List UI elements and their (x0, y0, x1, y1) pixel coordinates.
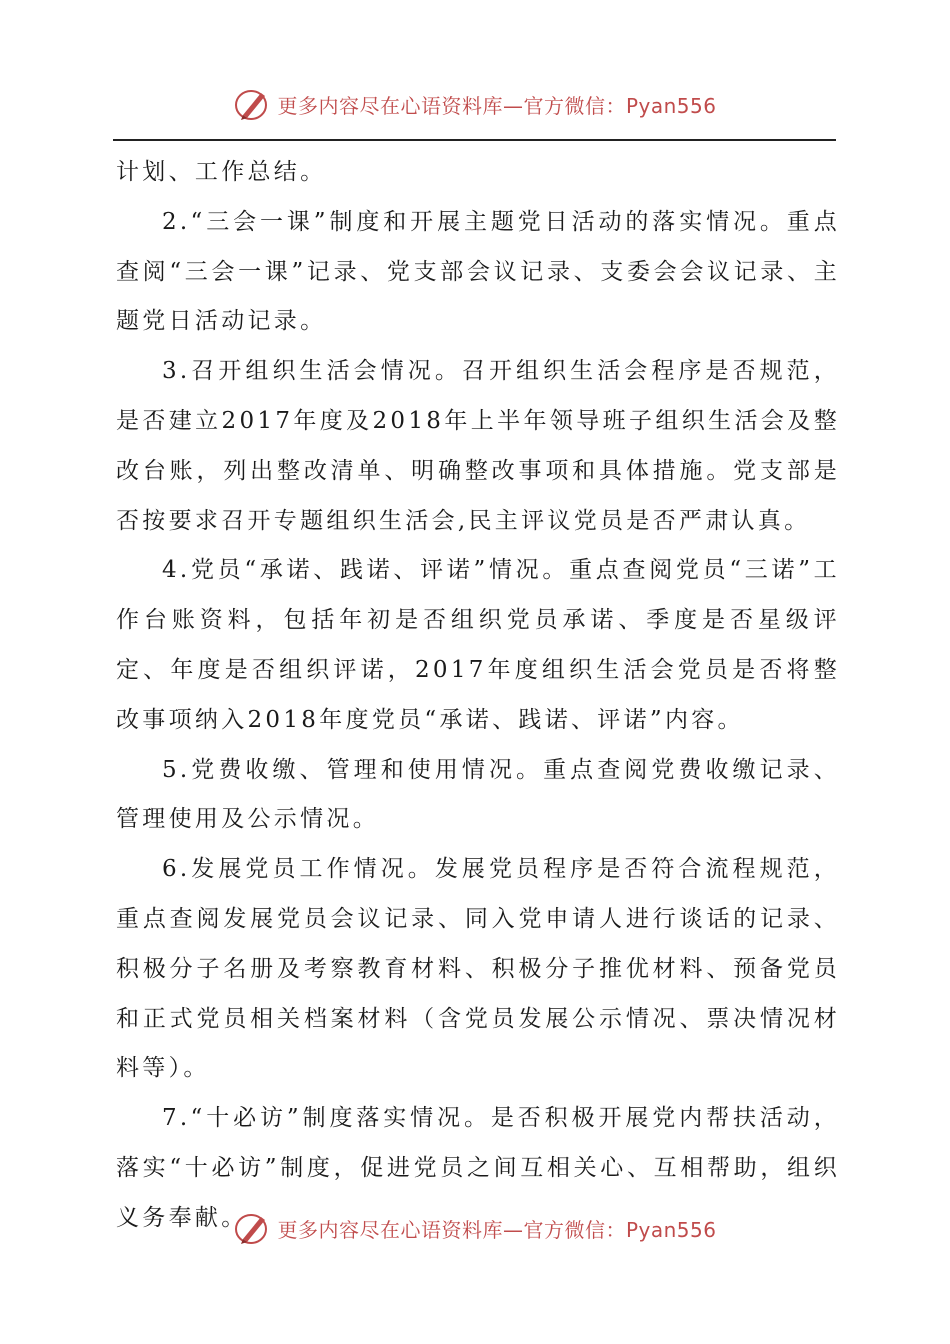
header-banner (0, 84, 950, 124)
footer-banner (0, 1208, 950, 1248)
header-banner-text: 更多内容尽在心语资料库—官方微信：Pyan556 (277, 93, 717, 118)
paragraph-continuation: 计划、工作总结。 (116, 159, 327, 185)
pen-logo-icon (233, 1209, 273, 1247)
paragraph-item-2: 2.“三会一课”制度和开展主题党日活动的落实情况。重点查阅“三会一课”记录、党支部会议记录、支委会会议记录、主题党日活动记录。 (116, 208, 840, 335)
header-divider (113, 139, 836, 141)
footer-banner-text: 更多内容尽在心语资料库—官方微信：Pyan556 (277, 1217, 717, 1242)
paragraph-item-6: 6.发展党员工作情况。发展党员程序是否符合流程规范，重点查阅发展党员会议记录、同入党申请人进行谈话的记录、积极分子名册及考察教育材料、积极分子推优材料、预备党员和正式党员相关档案材料（含党员发展公示情况、票决情况材料等）。 (116, 856, 840, 1082)
paragraph-item-7: 7.“十必访”制度落实情况。是否积极开展党内帮扶活动，落实“十必访”制度，促进党员之间互相关心、互相帮助，组织义务奉献。 (116, 1105, 840, 1231)
pen-logo-icon (233, 85, 273, 123)
document-body (116, 148, 840, 1244)
paragraph-item-3: 3.召开组织生活会情况。召开组织生活会程序是否规范，是否建立2017年度及2018年上半年领导班子组织生活会及整改台账，列出整改清单、明确整改事项和具体措施。党支部是否按要求召开专题组织生活会,民主评议党员是否严肃认真。 (116, 358, 840, 534)
paragraph-item-5: 5.党费收缴、管理和使用情况。重点查阅党费收缴记录、管理使用及公示情况。 (116, 756, 840, 833)
paragraph-item-4: 4.党员“承诺、践诺、评诺”情况。重点查阅党员“三诺”工作台账资料，包括年初是否组织党员承诺、季度是否星级评定、年度是否组织评诺，2017年度组织生活会党员是否将整改事项纳入2018年度党员“承诺、践诺、评诺”内容。 (116, 557, 840, 733)
